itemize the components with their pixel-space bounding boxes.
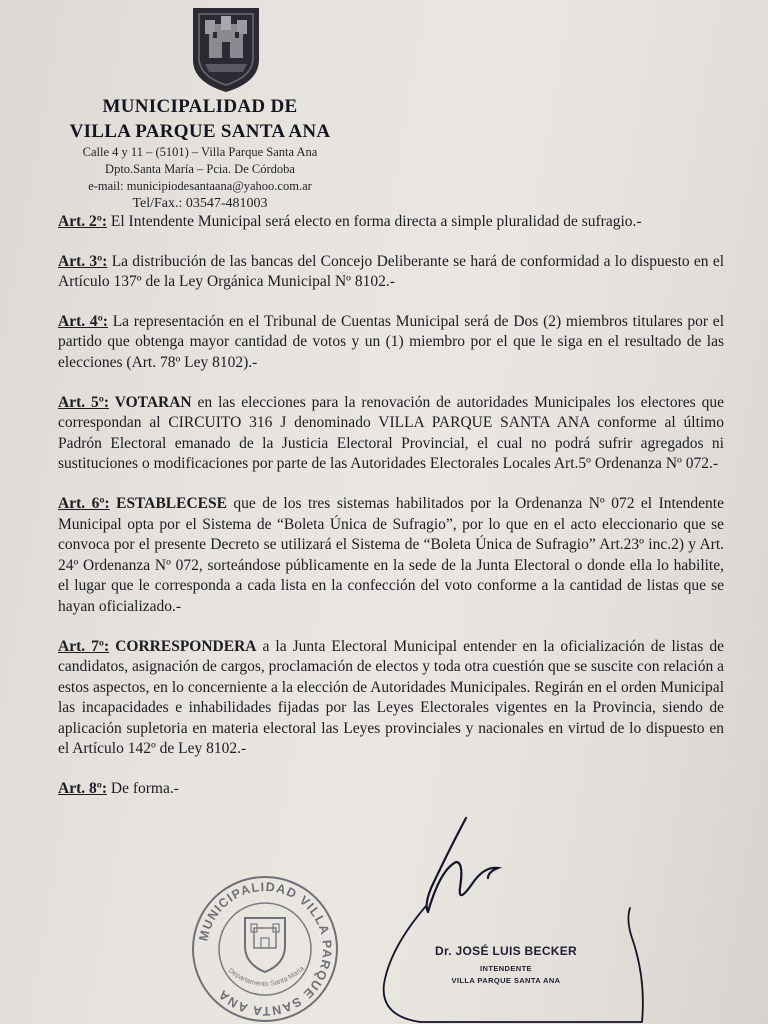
article-7	[58, 637, 724, 761]
decree-body	[58, 212, 724, 819]
article-label: Art. 6º:	[58, 494, 110, 512]
article-label: Art. 2º:	[58, 213, 108, 230]
article-text: que de los tres sistemas habilitados por la Ordenanza Nº 072 el Intendente Municipal opta por el Sistema de “Boleta Única de Sufragio”, por lo que en el acto eleccionario que se convoca por el presente Decreto se utilizará el Sistema de “Boleta Única de Sufragio” Art.23º inc.2) y Art. 24º Ordenanza Nº 072, sorteándose públicamente en la sede de la Junta Electoral o donde ella lo habilite, el lugar que le corresponda a cada lista en la confección del voto conforme a la cantidad de listas que se hayan oficializado.-	[58, 494, 724, 615]
article-lead: VOTARAN	[109, 393, 192, 411]
phone: Tel/Fax.: 03547-481003	[132, 196, 268, 211]
article-label: Art. 7º:	[58, 637, 110, 655]
letterhead	[40, 2, 360, 213]
seal-ring-text: MUNICIPALIDAD VILLA PARQUE SANTA ANA	[196, 879, 335, 1019]
seal-inner-text: Departamento Santa María	[226, 965, 306, 989]
municipal-crest-icon	[185, 2, 267, 94]
article-lead: ESTABLECESE	[109, 494, 227, 512]
article-2	[58, 212, 724, 233]
signer-place: VILLA PARQUE SANTA ANA	[451, 976, 561, 985]
article-5	[58, 393, 724, 475]
article-lead: CORRESPONDERA	[109, 637, 257, 655]
article-label: Art. 8º:	[58, 780, 108, 798]
email: e-mail: municipiodesantaana@yahoo.com.ar	[88, 179, 312, 193]
article-4	[58, 312, 724, 374]
signer-title: INTENDENTE	[480, 964, 532, 973]
org-name-line2: VILLA PARQUE SANTA ANA	[69, 121, 331, 142]
handwritten-signature-icon	[380, 808, 650, 1024]
article-6	[58, 494, 724, 618]
org-name-line1: MUNICIPALIDAD DE	[102, 96, 298, 117]
municipal-seal-icon	[190, 874, 340, 1024]
svg-text:MUNICIPALIDAD VILLA PARQUE SAN	[196, 880, 334, 1018]
article-3	[58, 252, 724, 293]
article-text: La representación en el Tribunal de Cuentas Municipal será de Dos (2) miembros titulares por el partido que obtenga mayor cantidad de votos y un (1) miembro por el que le siga en el resultado de las elecciones (Art. 78º Ley 8102).-	[58, 312, 724, 371]
article-label: Art. 4º:	[58, 312, 108, 330]
article-text: La distribución de las bancas del Concejo Deliberante se hará de conformidad a lo dispuesto en el Artículo 137º de la Ley Orgánica Municipal Nº 8102.-	[58, 252, 725, 291]
article-text: El Intendente Municipal será electo en forma directa a simple pluralidad de sufragio.-	[107, 213, 642, 230]
signer-name: Dr. JOSÉ LUIS BECKER	[434, 944, 578, 958]
article-text: en las elecciones para la renovación de autoridades Municipales los electores que correspondan al CIRCUITO 316 J denominado VILLA PARQUE SANTA ANA conforme al último Padrón Electoral emanado de la Justicia Electoral Provincial, el cual no podrá sufrir agregados ni sustituciones o modificaciones por parte de las Autoridades Electorales Locales Art.5º Ordenanza Nº 072.-	[58, 393, 724, 473]
article-8	[58, 779, 724, 800]
article-label: Art. 5º:	[58, 393, 110, 411]
department: Dpto.Santa María – Pcia. De Córdoba	[105, 162, 295, 176]
address: Calle 4 y 11 – (5101) – Villa Parque Santa Ana	[82, 145, 318, 159]
article-text: a la Junta Electoral Municipal entender en la oficialización de listas de candidatos, asignación de cargos, proclamación de electos y toda otra cuestión que se suscite con relación a estos aspectos, en lo concerniente a la elección de Autoridades Municipales. Regirán en el orden Municipal las incapacidades e inhabilidades fijadas por las Leyes Electorales vigentes en la Provincia, siendo de aplicación supletoria en materia electoral las Leyes provinciales y nacionales en virtud de lo dispuesto en el Artículo 142º de Ley 8102.-	[58, 637, 725, 758]
article-text: De forma.-	[107, 780, 179, 798]
article-label: Art. 3º:	[58, 252, 108, 270]
signer-block	[416, 944, 596, 985]
